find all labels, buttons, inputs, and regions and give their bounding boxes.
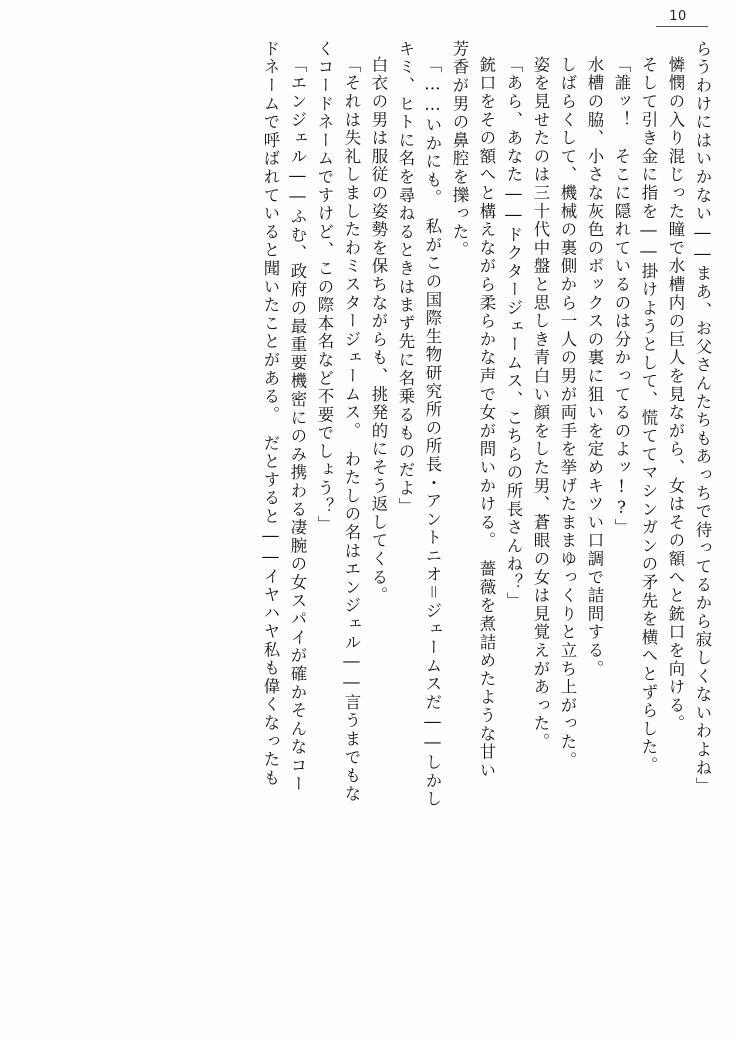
text-column: 「……いかにも。 私がこの国際生物研究所の所長・アントニオ＝ジェームスだ――しかし <box>423 56 442 809</box>
page-number-rule <box>656 26 708 27</box>
text-column: 「それは失礼しましたわミスタージェームス。 わたしの名はエンジェル――言うまでもな <box>342 56 361 804</box>
text-column: そして引き金に指を――掛けようとして、慌ててマシンガンの矛先を横へとずらした。 <box>639 56 658 775</box>
page-number: 10 <box>669 9 687 24</box>
text-column: 「エンジェル――ふむ、政府の最重要機密にのみ携わる凄腕の女スパイが確かそんなコー <box>288 56 307 794</box>
text-column: 白衣の男は服従の姿勢を保ちながらも、挑発的にそう返してくる。 <box>369 56 388 605</box>
text-column: 姿を見せたのは三十代中盤と思しき青白い顔をした男、蒼眼の女は見覚えがあった。 <box>531 56 550 752</box>
text-column: くコードネームですけど、この際本名など不要でしょう？」 <box>315 40 334 535</box>
text-column: 芳香が男の鼻腔を擽った。 <box>450 40 469 260</box>
text-column: 「誰ッ！ そこに隠れているのは分かってるのよッ!?」 <box>612 56 631 537</box>
text-column: しばらくして、機械の裏側から一人の男が両手を挙げたままゆっくりと立ち上がった。 <box>558 56 577 770</box>
text-column: らうわけにはいかない――まあ、お父さんたちもあっちで待ってるから寂しくないわよね」 <box>693 40 712 796</box>
page-number-block <box>648 10 708 27</box>
text-column: キミ、ヒトに名を尋ねるときはまず先に名乗るものだよ」 <box>396 40 415 516</box>
vertical-text-body <box>26 40 710 1010</box>
text-column: 「あら、あなた――ドクタージェームス、こちらの所長さんね？」 <box>504 56 523 611</box>
text-column: ドネームで呼ばれていると聞いたことがある。 だとすると――イヤハヤ私も偉くなったも <box>261 40 280 788</box>
text-column: 銃口をその額へと構えながら柔らかな声で女が問いかける。 薔薇を煮詰めたような甘い <box>477 56 496 780</box>
text-column: 憐憫の入り混じった瞳で水槽内の巨人を見ながら、女はその額へと銃口を向ける。 <box>666 56 685 734</box>
text-column: 水槽の脇、小さな灰色のボックスの裏に狙いを定めキツい口調で詰問する。 <box>585 56 604 679</box>
